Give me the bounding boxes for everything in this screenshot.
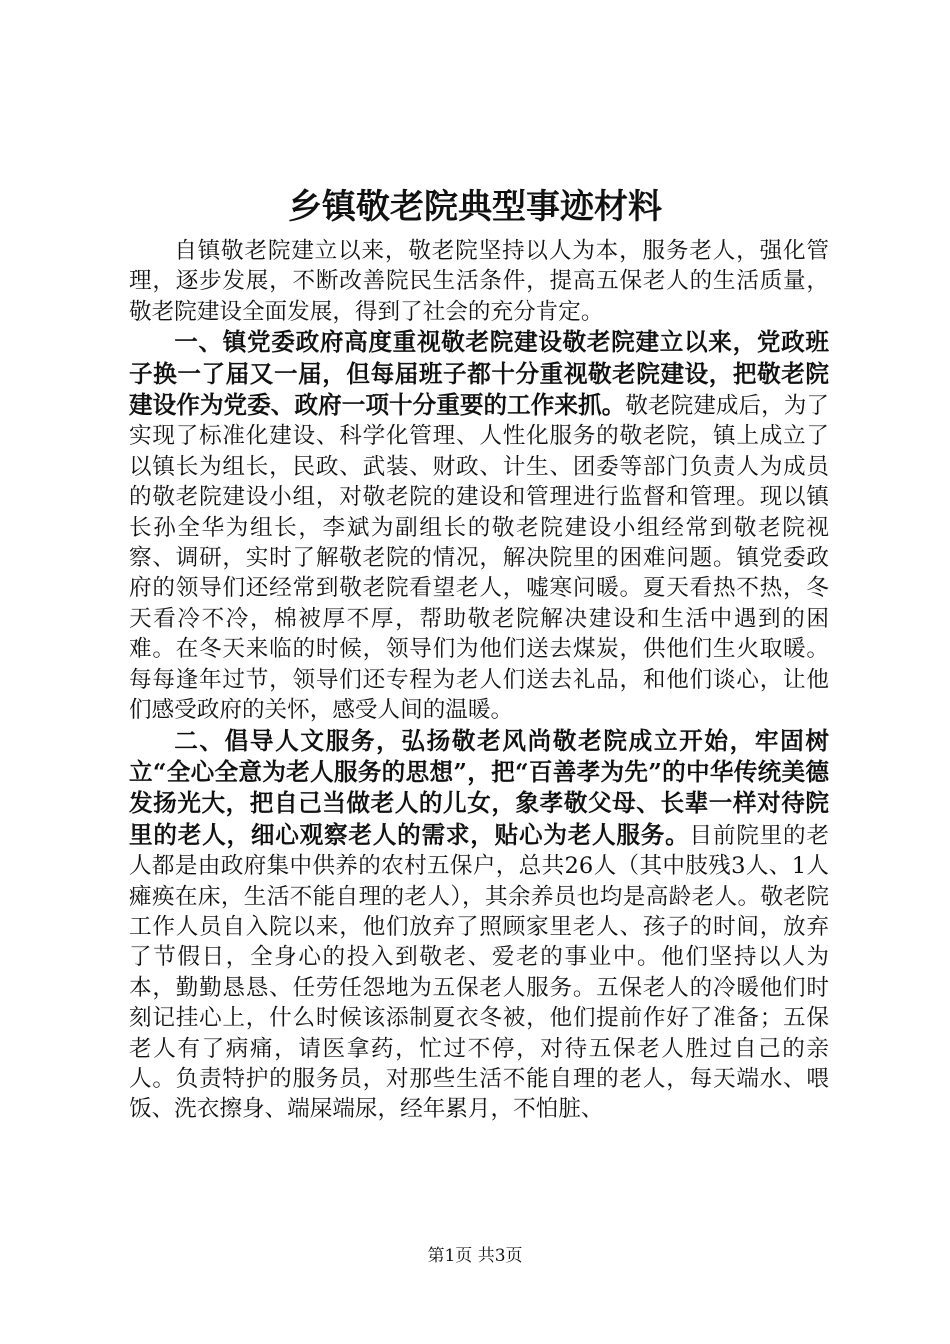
section-heading: 二、倡导人文服务，弘扬敬老风尚敬老院成立开始，牢固树立“全心全意为老人服务的思想”，把“百善孝为先”的中华传统美德发扬光大，把自己当做老人的儿女，象孝敬父母、长辈一样对待院里的老人，细心观察老人的需求，贴心为老人服务。 <box>129 726 829 849</box>
paragraph-intro <box>129 236 829 327</box>
paragraph-section-1 <box>129 327 829 725</box>
document-title: 乡镇敬老院典型事迹材料 <box>288 187 662 227</box>
section-heading: 一、镇党委政府高度重视敬老院建设敬老院建立以来，党政班子换一了届又一届，但每届班子都十分重视敬老院建设，把敬老院建设作为党委、政府一项十分重要的工作来抓。 <box>129 328 829 420</box>
document-body <box>129 236 829 1125</box>
paragraph-text: 自镇敬老院建立以来，敬老院坚持以人为本，服务老人，强化管理，逐步发展，不断改善院民生活条件，提高五保老人的生活质量，敬老院建设全面发展，得到了社会的充分肯定。 <box>129 238 829 325</box>
paragraph-text: 敬老院建成后，为了实现了标准化建设、科学化管理、人性化服务的敬老院，镇上成立了以镇长为组长，民政、武装、财政、计生、团委等部门负责人为成员的敬老院建设小组，对敬老院的建设和管理进行监督和管理。现以镇长孙全华为组长，李斌为副组长的敬老院建设小组经常到敬老院视察、调研，实时了解敬老院的情况，解决院里的困难问题。镇党委政府的领导们还经常到敬老院看望老人，嘘寒问暖。夏天看热不热，冬天看冷不冷，棉被厚不厚，帮助敬老院解决建设和生活中遇到的困难。在冬天来临的时候，领导们为他们送去煤炭，供他们生火取暖。每每逢年过节，领导们还专程为老人们送去礼品，和他们谈心，让他们感受政府的关怀，感受人间的温暖。 <box>129 393 829 724</box>
paragraph-section-2 <box>129 726 829 1125</box>
page-footer: 第1页 共3页 <box>427 1246 523 1266</box>
paragraph-text: 目前院里的老人都是由政府集中供养的农村五保户，总共26人（其中肢残3人、1人瘫痪在床，生活不能自理的老人），其余养员也均是高龄老人。敬老院工作人员自入院以来，他们放弃了照顾家里老人、孩子的时间，放弃了节假日，全身心的投入到敬老、爱老的事业中。他们坚持以人为本，勤勤恳恳、任劳任怨地为五保老人服务。五保老人的冷暖他们时刻记挂心上，什么时候该添制夏衣冬被，他们提前作好了准备；五保老人有了病痛，请医拿药，忙过不停，对待五保老人胜过自己的亲人。负责特护的服务员，对那些生活不能自理的老人，每天端水、喂饭、洗衣擦身、端屎端尿，经年累月，不怕脏、 <box>129 822 829 1123</box>
